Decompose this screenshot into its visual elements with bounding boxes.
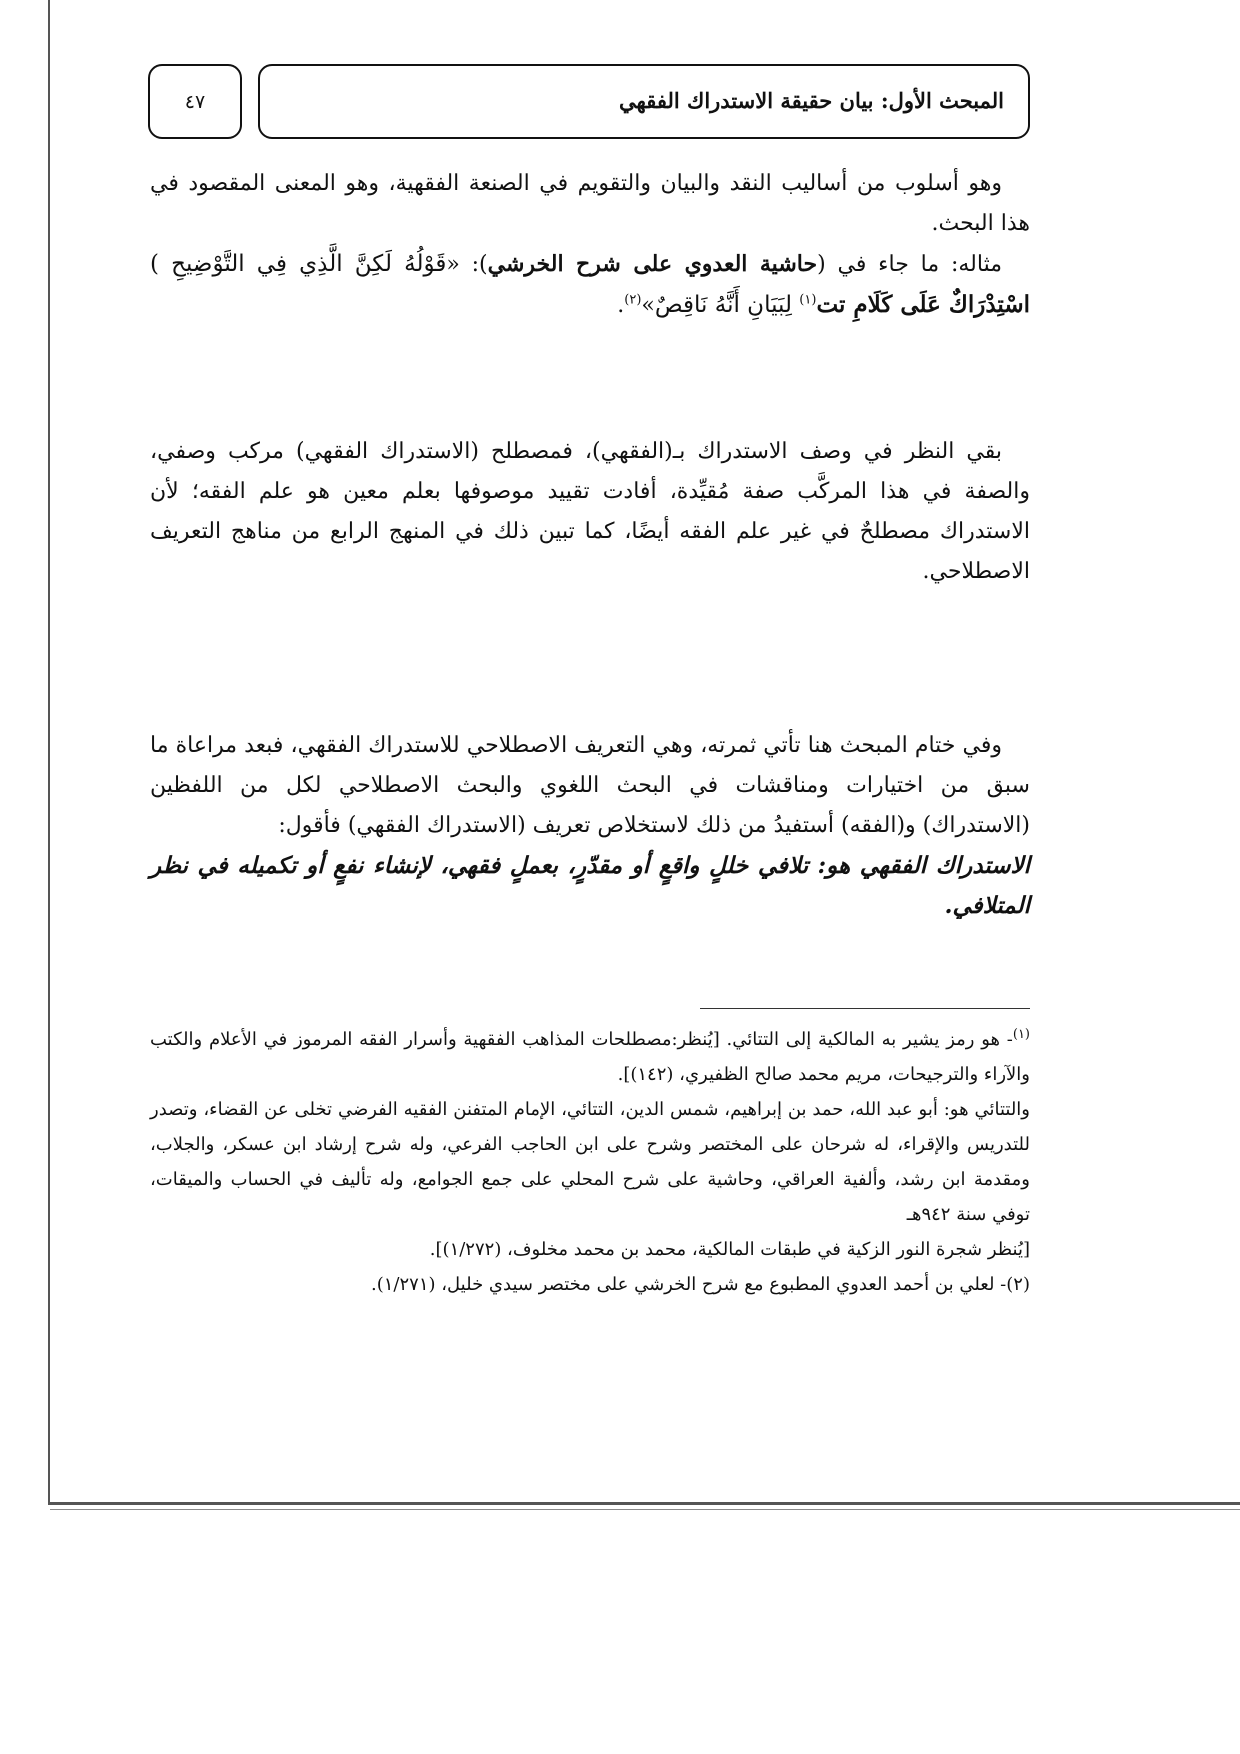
quote-open: ): « [446,252,488,277]
paragraph-4: وفي ختام المبحث هنا تأتي ثمرته، وهي التعريف الاصطلاحي للاستدراك الفقهي، فبعد مراعاة ما سبق من اختيارات ومناقشات في البحث اللغوي والبحث الاصطلاحي لكل من اللفظين (الاستدراك) و(الفقه) أستفيدُ من ذلك لاستخلاص تعريف (الاستدراك الفقهي) فأقول: [150,733,1030,838]
footnote-1-text: - هو رمز يشير به المالكية إلى التتائي. [يُنظر:مصطلحات المذاهب الفقهية وأسرار الفقه المرموز في الأعلام والكتب والآراء والترجيحات، مريم محمد صالح الظفيري، (١٤٢)]. [150,1029,1030,1085]
quote-part-a: قَوْلُهُ لَكِنَّ الَّذِي فِي التَّوْضِيحِ ) [150,251,447,277]
footnote-ref-1[interactable]: (١) [799,292,817,308]
footnote-1-mark: (١) [1012,1027,1030,1042]
main-text-block-2 [150,432,1030,592]
chapter-title: المبحث الأول: بيان حقيقة الاستدراك الفقهي [619,88,1004,113]
footnote-1-bio: والتتائي هو: أبو عبد الله، حمد بن إبراهيم، شمس الدين، التتائي، الإمام المتفنن الفقيه الفرضي تخلى عن القضاء، وتصدر للتدريس والإقراء، له شرحان على المختصر وشرح على ابن الحاجب الفرعي، وله شرح إرشاد ابن عسكر، والجلاب، ومقدمة ابن رشد، وألفية العراقي، وحاشية على شرح المحلي على جمع الجوامع، وله تأليف في الحساب والميقات، توفي سنة ٩٤٢هـ [150,1099,1030,1225]
footnote-1 [150,1022,1030,1092]
paragraph-2-example [150,244,1030,326]
example-prefix: مثاله: ما جاء في ( [817,252,1002,277]
footnote-ref-2[interactable]: (٢) [624,292,642,308]
book-title: حاشية العدوي على شرح الخرشي [487,251,818,277]
footnote-2 [150,1267,1030,1302]
quote-part-b: اسْتِدْرَاكٌ عَلَى كَلَامِ تت [816,291,1030,318]
page-number-box [148,64,242,139]
definition: الاستدراك الفقهي هو: تلافي خللٍ واقعٍ أو مقدّرٍ، بعملٍ فقهي، لإنشاء نفعٍ أو تكميله في نظر المتلافي. [150,852,1030,919]
quote-close: » [641,293,655,318]
main-text-block-1 [150,164,1030,326]
period: . [617,293,625,318]
main-text-block-3 [150,726,1030,926]
paragraph-1: وهو أسلوب من أساليب النقد والبيان والتقويم في الصنعة الفقهية، وهو المعنى المقصود في هذا البحث. [150,171,1030,236]
page-number: ٤٧ [184,90,206,113]
footnote-2-text: - لعلي بن أحمد العدوي المطبوع مع شرح الخرشي على مختصر سيدي خليل، (١/٢٧١). [371,1274,1007,1295]
footnote-separator [700,1008,1030,1009]
quote-part-c: لِبَيَانِ أَنَّهُ نَاقِصٌ [654,292,800,318]
footnote-1-ref: [يُنظر شجرة النور الزكية في طبقات المالكية، محمد بن محمد مخلوف، (١/٢٧٢)]. [429,1239,1030,1260]
footnotes [150,1022,1030,1302]
chapter-title-box [258,64,1030,139]
paragraph-3: بقي النظر في وصف الاستدراك بـ(الفقهي)، فمصطلح (الاستدراك الفقهي) مركب وصفي، والصفة في هذا المركَّب صفة مُقيِّدة، أفادت تقييد موصوفها بعلم معين هو علم الفقه؛ لأن الاستدراك مصطلحٌ في غير علم الفقه أيضًا، كما تبين ذلك في المنهج الرابع من مناهج التعريف الاصطلاحي. [150,439,1030,584]
footnote-2-mark: (٢) [1006,1274,1030,1295]
